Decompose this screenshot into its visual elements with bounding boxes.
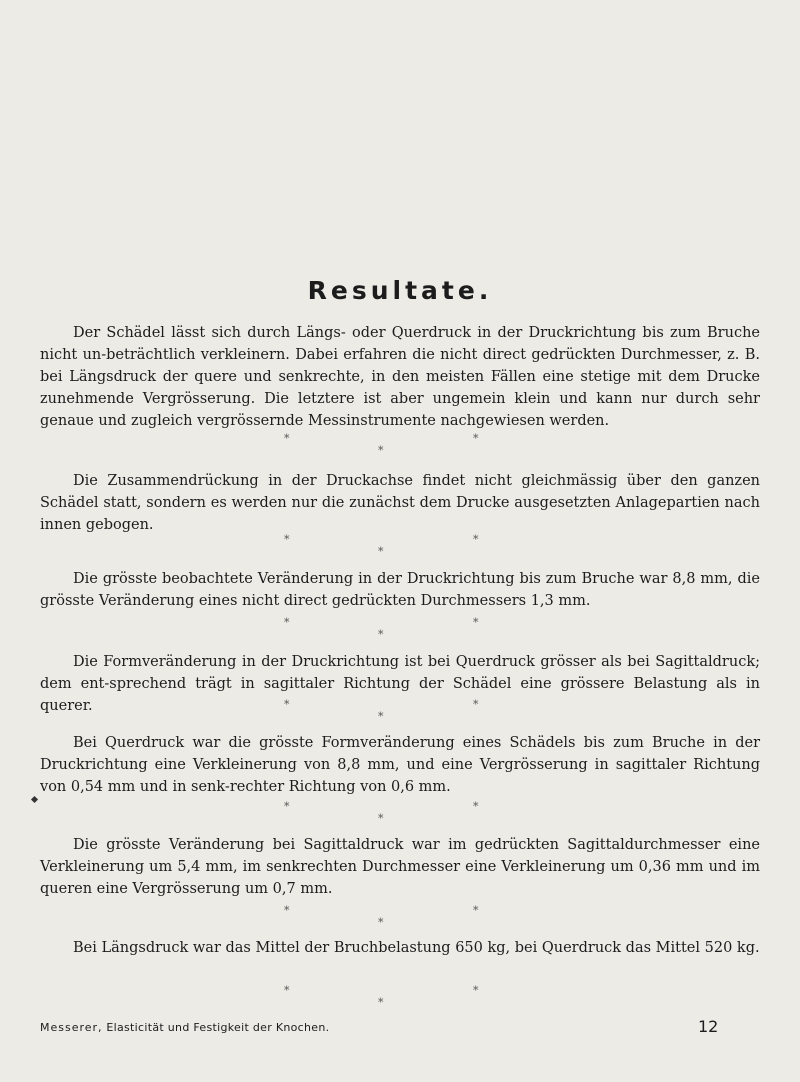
separator-star: * xyxy=(284,698,290,711)
separator-star: * xyxy=(284,800,290,813)
separator-star: * xyxy=(473,432,479,445)
page-number: 12 xyxy=(698,1017,719,1036)
separator-star: * xyxy=(284,616,290,629)
separator-star: * xyxy=(473,698,479,711)
paragraph-1: Der Schädel lässt sich durch Längs- oder Querdruck in der Druckrichtung bis zum Bruche nicht un-beträchtlich verkleinern. Dabei erfahren die nicht direct gedrückten Durchmesser, z. B. bei Längsdruck der quere und senkrechte, in den meisten Fällen eine stetige mit dem Drucke zunehmende Vergrösserung. Die letztere ist aber ungemein klein und kann nur durch sehr genaue und zugleich vergrössernde Messinstrumente nachgewiesen werden. xyxy=(40,325,760,429)
separator-star: * xyxy=(378,996,384,1009)
separator-star: * xyxy=(473,904,479,917)
separator-1 xyxy=(0,433,800,459)
paragraph-4: Die Formveränderung in der Druckrichtung ist bei Querdruck grösser als bei Sagittaldruck; dem ent-sprechend trägt in sagittaler Richtung der Schädel eine grössere Belastung als in querer. xyxy=(40,654,760,714)
separator-3 xyxy=(0,617,800,643)
paragraph-6: Die grösste Veränderung bei Sagittaldruck war im gedrückten Sagittaldurchmesser eine Verkleinerung um 5,4 mm, im senkrechten Durchmesser eine Verkleinerung um 0,36 mm und im queren eine Vergrösserung um 0,7 mm. xyxy=(40,837,760,897)
separator-6 xyxy=(0,905,800,931)
separator-star: * xyxy=(378,545,384,558)
separator-star: * xyxy=(284,533,290,546)
footer-title: Elasticität und Festigkeit der Knochen. xyxy=(106,1021,330,1034)
separator-star: * xyxy=(284,904,290,917)
separator-star: * xyxy=(378,710,384,723)
separator-star: * xyxy=(378,628,384,641)
paragraph-3: Die grösste beobachtete Veränderung in der Druckrichtung bis zum Bruche war 8,8 mm, die grösste Veränderung eines nicht direct gedrückten Durchmessers 1,3 mm. xyxy=(40,571,760,609)
separator-star: * xyxy=(378,444,384,457)
running-footer xyxy=(40,1021,329,1034)
separator-2 xyxy=(0,534,800,560)
separator-star: * xyxy=(284,984,290,997)
separator-star: * xyxy=(473,616,479,629)
separator-star: * xyxy=(473,533,479,546)
paragraph-5: Bei Querdruck war die grösste Formveränderung eines Schädels bis zum Bruche in der Druckrichtung eine Verkleinerung von 8,8 mm, und eine Vergrösserung in sagittaler Richtung von 0,54 mm und in senk-rechter Richtung von 0,6 mm. xyxy=(40,735,760,795)
separator-star: * xyxy=(473,800,479,813)
footer-author: Messerer, xyxy=(40,1021,103,1034)
separator-star: * xyxy=(473,984,479,997)
separator-5 xyxy=(0,801,800,827)
separator-star: * xyxy=(378,812,384,825)
separator-7 xyxy=(0,985,800,1011)
paragraph-2: Die Zusammendrückung in der Druckachse findet nicht gleichmässig über den ganzen Schädel statt, sondern es werden nur die zunächst dem Drucke ausgesetzten Anlagepartien nach innen gebogen. xyxy=(40,473,760,533)
separator-star: * xyxy=(378,916,384,929)
page-title: Resultate. xyxy=(307,276,493,305)
separator-4 xyxy=(0,699,800,725)
separator-star: * xyxy=(284,432,290,445)
paragraph-7: Bei Längsdruck war das Mittel der Bruchbelastung 650 kg, bei Querdruck das Mittel 520 kg. xyxy=(73,940,760,956)
